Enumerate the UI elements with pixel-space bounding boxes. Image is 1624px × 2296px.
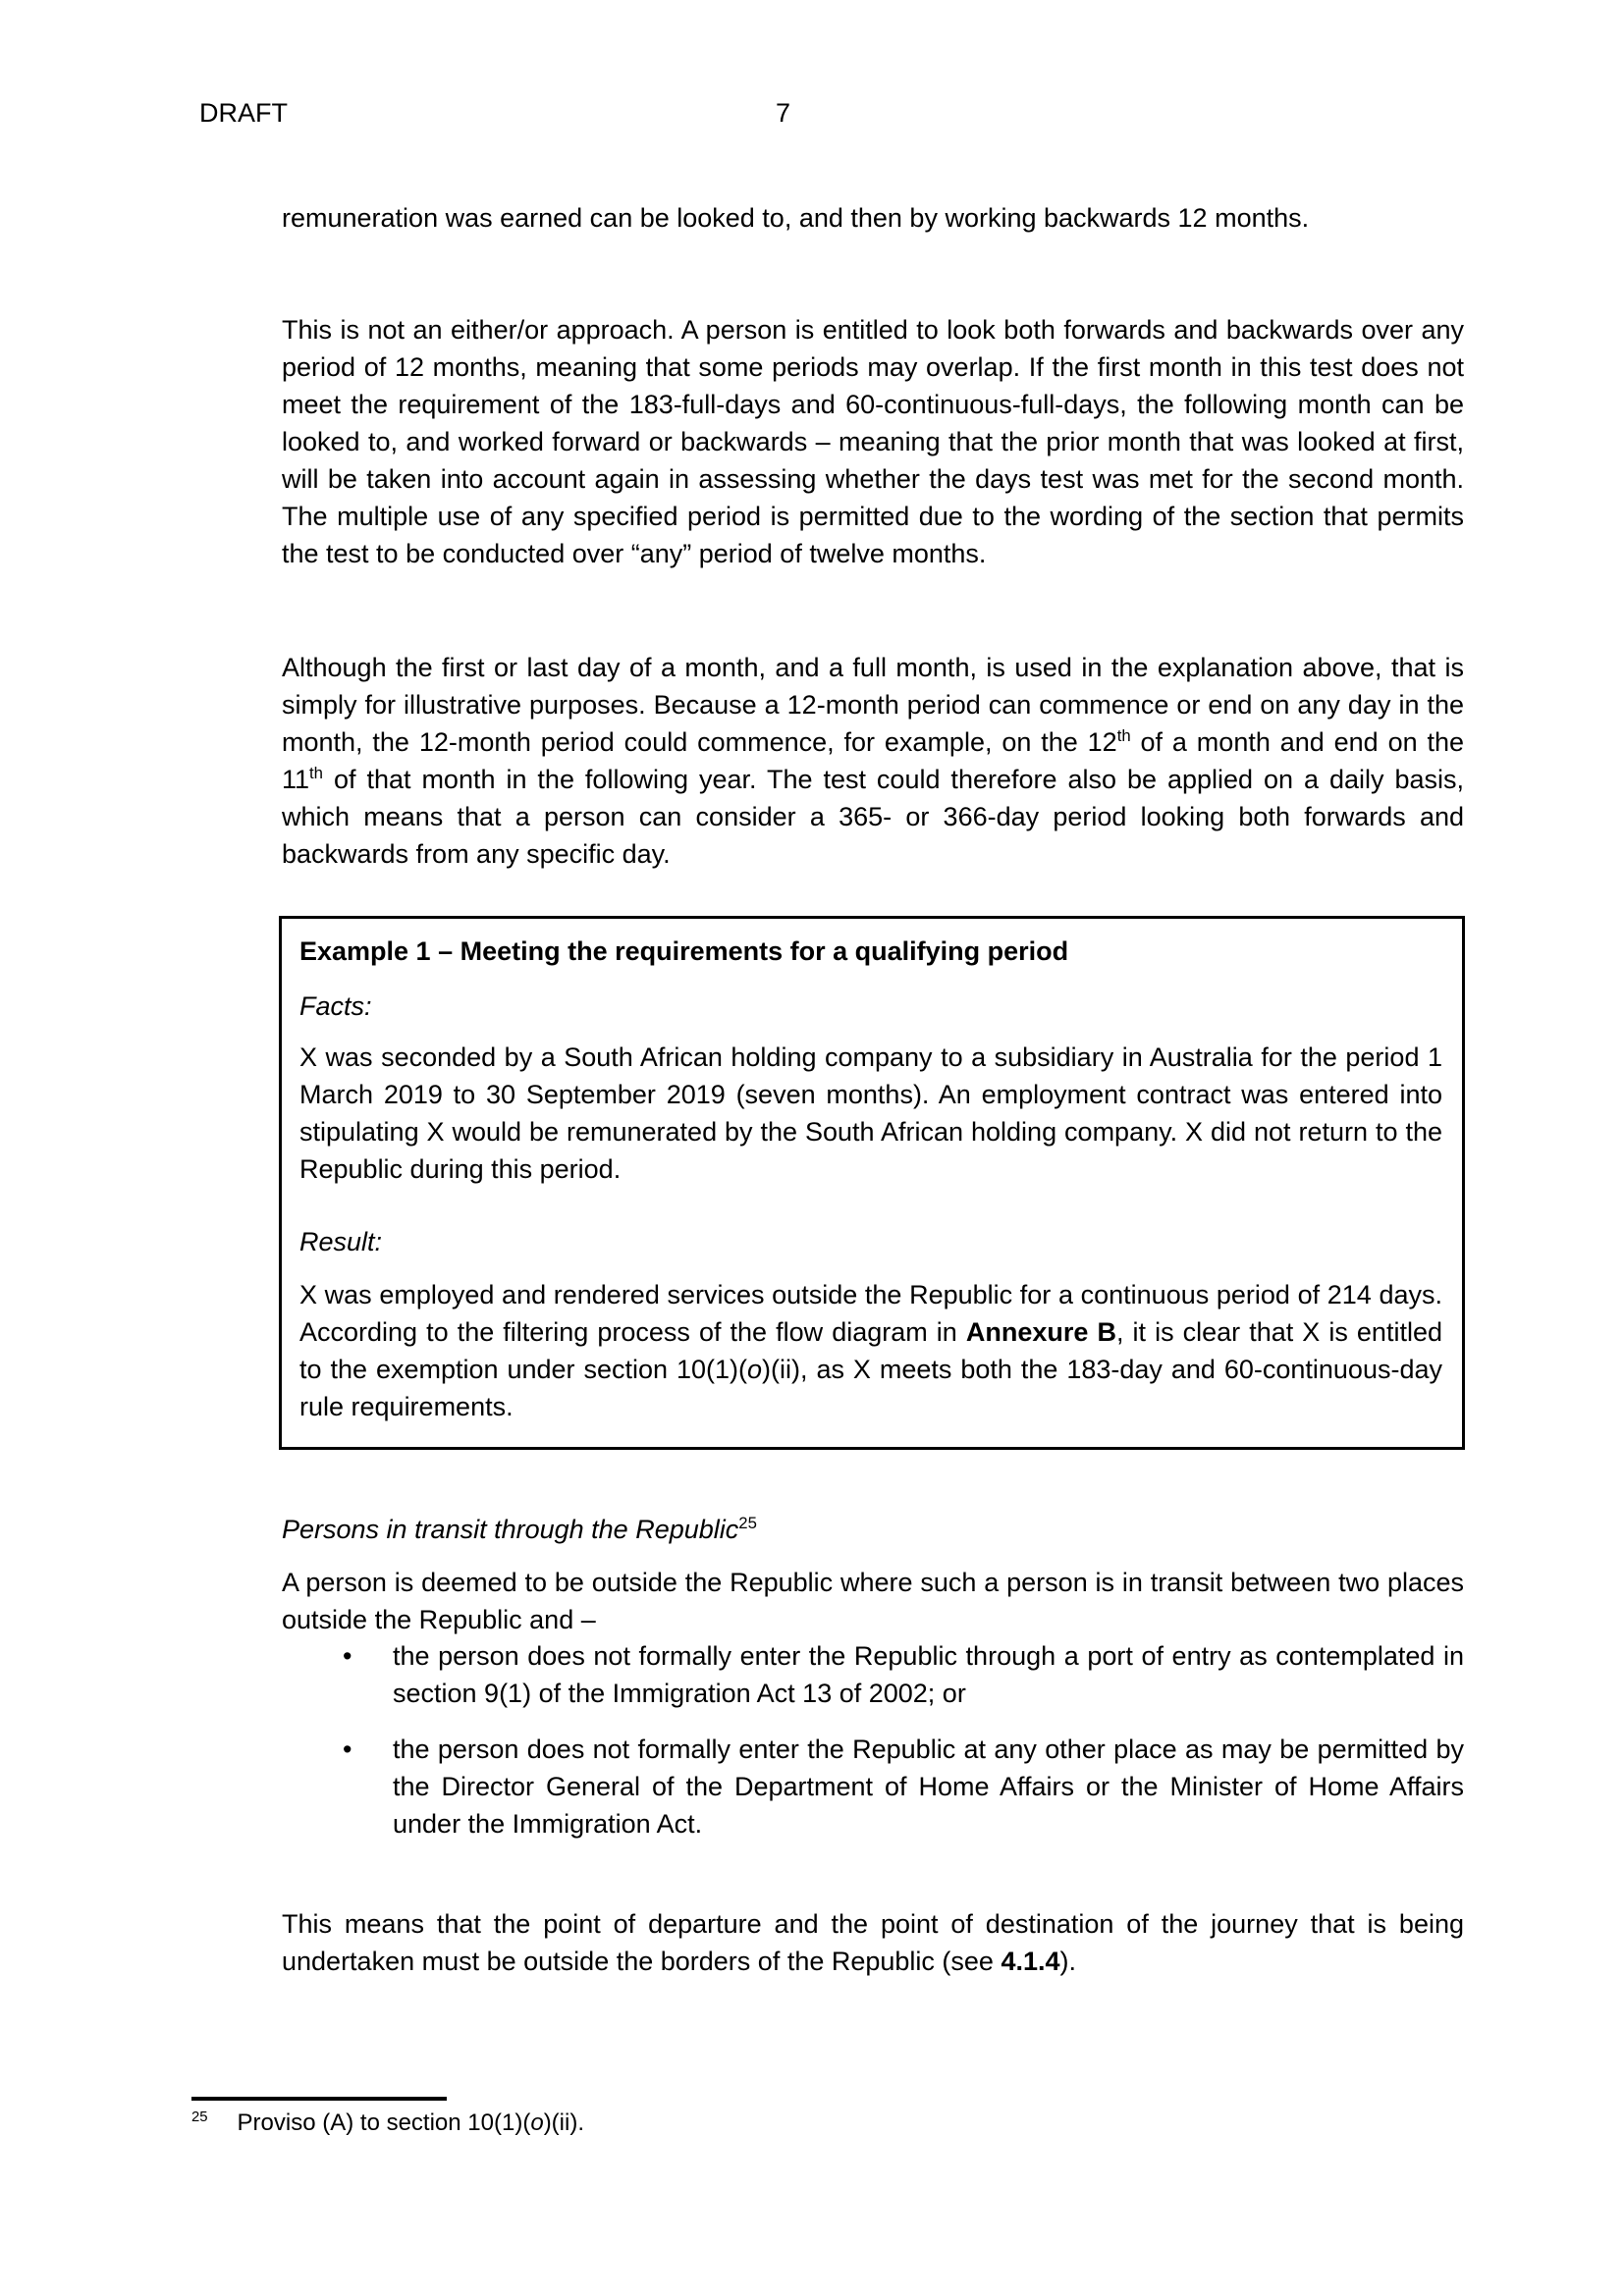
list-item: [282, 1637, 1464, 1712]
facts-label: Facts:: [299, 991, 372, 1021]
result-label: Result:: [299, 1227, 383, 1256]
footnote-25: [191, 2107, 1272, 2140]
persons-in-transit-heading: Persons in transit through the Republic$^{25}$: [282, 1514, 757, 1544]
list-item: [282, 1731, 1464, 1842]
paragraph-either-or-approach: This is not an either/or approach. A person is entitled to look both forwards and backwards over any period of 12 months, meaning that some periods may overlap. If the first month in this test does not meet the requirement of the 183-full-days and 60-continuous-full-days, the following month can be looked to, and worked forward or backwards – meaning that the prior month that was looked at first, will be taken into account again in assessing whether the days test was met for the second month. The multiple use of any specified period is permitted due to the wording of the section that permits the test to be conducted over “any” period of twelve months.: [282, 315, 1464, 568]
conclusion-paragraph: This means that the point of departure and the point of destination of the journey that is being undertaken must be outside the borders of the Republic (see 4.1.4).: [282, 1909, 1464, 1976]
bullet-icon: •: [343, 1735, 352, 1764]
example-1-box: [279, 916, 1465, 1450]
page-number: 7: [776, 98, 791, 128]
facts-paragraph: X was seconded by a South African holding company to a subsidiary in Australia for the period 1 March 2019 to 30 September 2019 (seven months). An employment contract was entered into stipulating X would be remunerated by the South African holding company. X did not return to the Republic during this period.: [299, 1042, 1442, 1184]
paragraph-daily-basis: Although the first or last day of a month, and a full month, is used in the explanation above, that is simply for illustrative purposes. Because a 12-month period can commence or end on any day in the month, the 12-month period could commence, for example, on the 12th of a month and end on the 11th of that month in the following year. The test could therefore also be applied on a daily basis, which means that a person can consider a 365- or 366-day period looking both forwards and backwards from any specific day.: [282, 653, 1465, 869]
bullet-text-port-of-entry: the person does not formally enter the Republic through a port of entry as contemplated in section 9(1) of the Immigration Act 13 of 2002; or: [393, 1641, 1464, 1708]
paragraph-working-backwards: remuneration was earned can be looked to, and then by working backwards 12 months.: [282, 203, 1310, 233]
footnote-marker: 25: [191, 2109, 208, 2125]
bullet-icon: •: [343, 1641, 352, 1671]
draft-watermark-label: DRAFT: [199, 98, 288, 128]
footnote-text: Proviso (A) to section 10(1)(o)(ii).: [237, 2109, 584, 2136]
bullet-text-other-place: the person does not formally enter the Republic at any other place as may be permitted by the Director General of the Department of Home Affairs or the Minister of Home Affairs under the Immigration Act.: [393, 1735, 1464, 1839]
transit-intro-paragraph: A person is deemed to be outside the Republic where such a person is in transit between two places outside the Republic and –: [282, 1568, 1464, 1634]
footnote-separator-rule: [191, 2097, 447, 2101]
example-1-title: Example 1 – Meeting the requirements for a qualifying period: [299, 936, 1069, 966]
transit-bullet-list: [282, 1637, 1464, 1842]
result-paragraph: X was employed and rendered services outside the Republic for a continuous period of 214 days. According to the filtering process of the flow diagram in Annexure B, it is clear that X is entitled to the exemption under section 10(1)(o)(ii), as X meets both the 183-day and 60-continuous-day rule requirements.: [299, 1280, 1442, 1421]
